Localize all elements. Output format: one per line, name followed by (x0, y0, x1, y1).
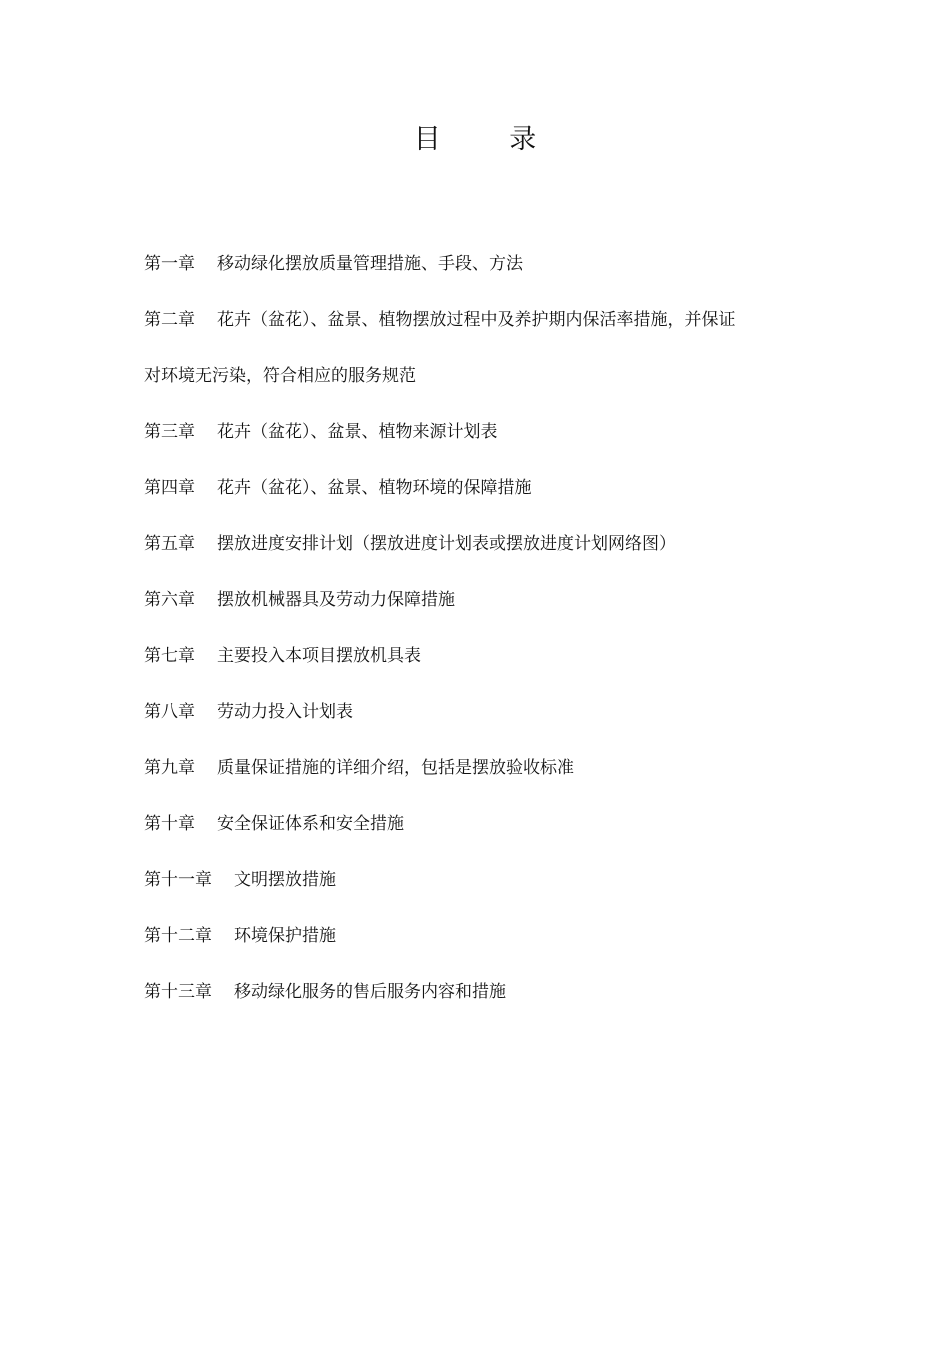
toc-item-12[interactable] (144, 908, 824, 964)
toc-chapter-title: 摆放进度安排计划（摆放进度计划表或摆放进度计划网络图） (217, 534, 676, 554)
toc-item-2-continued[interactable] (144, 348, 824, 404)
toc-list (144, 236, 824, 1020)
toc-chapter-title: 摆放机械器具及劳动力保障措施 (217, 590, 455, 610)
toc-chapter-title: 移动绿化服务的售后服务内容和措施 (234, 982, 506, 1002)
toc-chapter-title: 花卉（盆花）、盆景、植物摆放过程中及养护期内保活率措施，并保证 (217, 310, 736, 330)
toc-item-1[interactable] (144, 236, 824, 292)
toc-chapter-number: 第三章 (144, 422, 195, 442)
toc-item-3[interactable] (144, 404, 824, 460)
toc-chapter-number: 第七章 (144, 646, 195, 666)
toc-chapter-title: 移动绿化摆放质量管理措施、手段、方法 (217, 254, 523, 274)
toc-title: 目 录 (413, 124, 567, 155)
toc-chapter-number: 第十二章 (144, 926, 212, 946)
toc-chapter-title: 花卉（盆花）、盆景、植物来源计划表 (217, 422, 498, 442)
toc-chapter-number: 第一章 (144, 254, 195, 274)
toc-item-5[interactable] (144, 516, 824, 572)
toc-chapter-title: 环境保护措施 (234, 926, 336, 946)
toc-item-9[interactable] (144, 740, 824, 796)
toc-chapter-title: 花卉（盆花）、盆景、植物环境的保障措施 (217, 478, 532, 498)
toc-chapter-number: 第九章 (144, 758, 195, 778)
toc-chapter-number: 第六章 (144, 590, 195, 610)
toc-chapter-number: 第五章 (144, 534, 195, 554)
toc-item-8[interactable] (144, 684, 824, 740)
toc-chapter-title: 质量保证措施的详细介绍，包括是摆放验收标准 (217, 758, 574, 778)
toc-chapter-title-continued: 对环境无污染，符合相应的服务规范 (144, 366, 416, 386)
toc-item-11[interactable] (144, 852, 824, 908)
toc-item-2[interactable] (144, 292, 824, 348)
toc-item-7[interactable] (144, 628, 824, 684)
toc-chapter-number: 第十三章 (144, 982, 212, 1002)
toc-item-10[interactable] (144, 796, 824, 852)
toc-chapter-number: 第八章 (144, 702, 195, 722)
toc-chapter-title: 安全保证体系和安全措施 (217, 814, 404, 834)
toc-item-6[interactable] (144, 572, 824, 628)
toc-chapter-number: 第四章 (144, 478, 195, 498)
toc-chapter-number: 第十一章 (144, 870, 212, 890)
toc-item-13[interactable] (144, 964, 824, 1020)
toc-chapter-title: 文明摆放措施 (234, 870, 336, 890)
toc-chapter-title: 劳动力投入计划表 (217, 702, 353, 722)
toc-chapter-title: 主要投入本项目摆放机具表 (217, 646, 421, 666)
toc-chapter-number: 第十章 (144, 814, 195, 834)
toc-item-4[interactable] (144, 460, 824, 516)
toc-chapter-number: 第二章 (144, 310, 195, 330)
